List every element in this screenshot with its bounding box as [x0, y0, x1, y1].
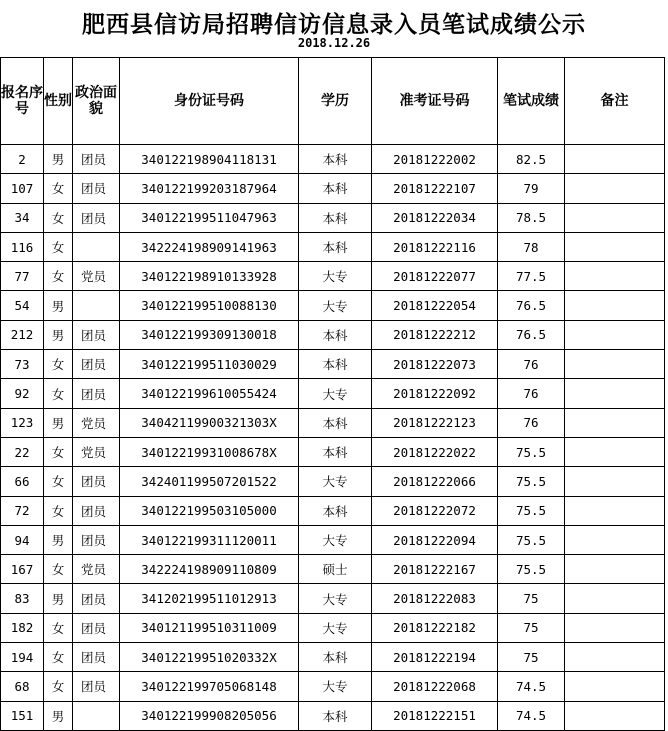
cell-remarks: [565, 613, 665, 642]
cell-political-status: 党员: [73, 408, 120, 437]
cell-gender: 女: [44, 350, 73, 379]
table-row: [1, 262, 665, 291]
table-row: [1, 643, 665, 672]
header-id-number: 身份证号码: [120, 58, 299, 145]
cell-gender: 女: [44, 379, 73, 408]
header-exam-number: 准考证号码: [372, 58, 498, 145]
cell-written-score: 74.5: [498, 672, 565, 701]
cell-education: 大专: [299, 262, 372, 291]
cell-reg-no: 72: [1, 496, 44, 525]
cell-remarks: [565, 467, 665, 496]
table-row: [1, 672, 665, 701]
cell-remarks: [565, 643, 665, 672]
cell-exam-number: 20181222092: [372, 379, 498, 408]
cell-remarks: [565, 262, 665, 291]
cell-exam-number: 20181222034: [372, 203, 498, 232]
cell-exam-number: 20181222002: [372, 145, 498, 174]
header-political-status: 政治面貌: [73, 58, 120, 145]
cell-gender: 男: [44, 145, 73, 174]
cell-exam-number: 20181222194: [372, 643, 498, 672]
cell-gender: 男: [44, 408, 73, 437]
cell-id-number: 341202199511012913: [120, 584, 299, 613]
cell-education: 本科: [299, 320, 372, 349]
cell-political-status: 团员: [73, 643, 120, 672]
cell-education: 本科: [299, 437, 372, 466]
cell-education: 本科: [299, 232, 372, 261]
cell-id-number: 340122199510088130: [120, 291, 299, 320]
cell-education: 本科: [299, 701, 372, 730]
cell-gender: 女: [44, 467, 73, 496]
cell-written-score: 75: [498, 643, 565, 672]
cell-political-status: 团员: [73, 350, 120, 379]
table-row: [1, 496, 665, 525]
table-row: [1, 232, 665, 261]
cell-remarks: [565, 174, 665, 203]
header-reg-no: 报名序号: [1, 58, 44, 145]
cell-political-status: 团员: [73, 584, 120, 613]
cell-id-number: 34042119900321303X: [120, 408, 299, 437]
cell-reg-no: 116: [1, 232, 44, 261]
cell-education: 大专: [299, 672, 372, 701]
cell-reg-no: 212: [1, 320, 44, 349]
cell-remarks: [565, 291, 665, 320]
cell-reg-no: 94: [1, 525, 44, 554]
cell-written-score: 82.5: [498, 145, 565, 174]
cell-id-number: 340122199511030029: [120, 350, 299, 379]
cell-written-score: 78.5: [498, 203, 565, 232]
header-remarks: 备注: [565, 58, 665, 145]
cell-id-number: 340122199511047963: [120, 203, 299, 232]
cell-written-score: 75.5: [498, 555, 565, 584]
table-row: [1, 203, 665, 232]
cell-exam-number: 20181222073: [372, 350, 498, 379]
cell-id-number: 340122198910133928: [120, 262, 299, 291]
cell-id-number: 340122199705068148: [120, 672, 299, 701]
header-gender: 性别: [44, 58, 73, 145]
cell-exam-number: 20181222072: [372, 496, 498, 525]
cell-education: 硕士: [299, 555, 372, 584]
cell-written-score: 77.5: [498, 262, 565, 291]
cell-political-status: [73, 291, 120, 320]
page-title: 肥西县信访局招聘信访信息录入员笔试成绩公示: [82, 11, 586, 38]
cell-political-status: [73, 701, 120, 730]
cell-exam-number: 20181222054: [372, 291, 498, 320]
table-row: [1, 291, 665, 320]
cell-remarks: [565, 145, 665, 174]
cell-reg-no: 194: [1, 643, 44, 672]
cell-id-number: 340121199510311009: [120, 613, 299, 642]
publish-date: 2018.12.26: [297, 36, 371, 50]
cell-remarks: [565, 408, 665, 437]
cell-gender: 女: [44, 203, 73, 232]
cell-gender: 男: [44, 584, 73, 613]
cell-education: 本科: [299, 496, 372, 525]
cell-written-score: 75.5: [498, 496, 565, 525]
cell-remarks: [565, 701, 665, 730]
cell-reg-no: 123: [1, 408, 44, 437]
cell-gender: 女: [44, 174, 73, 203]
cell-political-status: 团员: [73, 496, 120, 525]
cell-written-score: 75: [498, 613, 565, 642]
cell-political-status: 党员: [73, 555, 120, 584]
cell-id-number: 340122199610055424: [120, 379, 299, 408]
cell-gender: 男: [44, 701, 73, 730]
cell-remarks: [565, 232, 665, 261]
cell-remarks: [565, 555, 665, 584]
cell-gender: 女: [44, 613, 73, 642]
table-row: [1, 555, 665, 584]
cell-political-status: 团员: [73, 525, 120, 554]
cell-exam-number: 20181222107: [372, 174, 498, 203]
cell-education: 大专: [299, 291, 372, 320]
cell-reg-no: 22: [1, 437, 44, 466]
header-row: [1, 58, 665, 145]
cell-gender: 男: [44, 525, 73, 554]
cell-exam-number: 20181222123: [372, 408, 498, 437]
cell-reg-no: 66: [1, 467, 44, 496]
table-row: [1, 174, 665, 203]
cell-written-score: 74.5: [498, 701, 565, 730]
table-row: [1, 584, 665, 613]
cell-education: 本科: [299, 145, 372, 174]
cell-exam-number: 20181222066: [372, 467, 498, 496]
cell-education: 大专: [299, 525, 372, 554]
cell-remarks: [565, 525, 665, 554]
cell-political-status: 团员: [73, 672, 120, 701]
cell-reg-no: 151: [1, 701, 44, 730]
table-row: [1, 379, 665, 408]
cell-exam-number: 20181222094: [372, 525, 498, 554]
cell-political-status: 团员: [73, 174, 120, 203]
cell-written-score: 76: [498, 350, 565, 379]
table-row: [1, 437, 665, 466]
cell-political-status: 团员: [73, 145, 120, 174]
cell-education: 本科: [299, 350, 372, 379]
cell-reg-no: 92: [1, 379, 44, 408]
cell-education: 大专: [299, 584, 372, 613]
cell-id-number: 340122199309130018: [120, 320, 299, 349]
cell-written-score: 75.5: [498, 437, 565, 466]
table-row: [1, 320, 665, 349]
cell-reg-no: 2: [1, 145, 44, 174]
cell-remarks: [565, 496, 665, 525]
cell-reg-no: 77: [1, 262, 44, 291]
cell-written-score: 76: [498, 379, 565, 408]
cell-remarks: [565, 350, 665, 379]
cell-remarks: [565, 379, 665, 408]
table-row: [1, 145, 665, 174]
cell-reg-no: 83: [1, 584, 44, 613]
cell-exam-number: 20181222068: [372, 672, 498, 701]
cell-remarks: [565, 203, 665, 232]
cell-id-number: 342224198909110809: [120, 555, 299, 584]
cell-id-number: 340122199908205056: [120, 701, 299, 730]
cell-written-score: 76.5: [498, 320, 565, 349]
cell-political-status: 党员: [73, 262, 120, 291]
table-row: [1, 350, 665, 379]
cell-gender: 女: [44, 496, 73, 525]
cell-gender: 女: [44, 643, 73, 672]
cell-reg-no: 107: [1, 174, 44, 203]
table-row: [1, 613, 665, 642]
header-education: 学历: [299, 58, 372, 145]
cell-political-status: 党员: [73, 437, 120, 466]
cell-education: 本科: [299, 408, 372, 437]
header-written-score: 笔试成绩: [498, 58, 565, 145]
cell-political-status: 团员: [73, 613, 120, 642]
cell-id-number: 340122199311120011: [120, 525, 299, 554]
cell-reg-no: 34: [1, 203, 44, 232]
cell-remarks: [565, 672, 665, 701]
cell-id-number: 340122198904118131: [120, 145, 299, 174]
cell-political-status: 团员: [73, 320, 120, 349]
cell-exam-number: 20181222182: [372, 613, 498, 642]
table-row: [1, 467, 665, 496]
cell-exam-number: 20181222151: [372, 701, 498, 730]
cell-education: 本科: [299, 174, 372, 203]
table-row: [1, 408, 665, 437]
cell-id-number: 342224198909141963: [120, 232, 299, 261]
cell-reg-no: 182: [1, 613, 44, 642]
cell-gender: 女: [44, 555, 73, 584]
table-row: [1, 701, 665, 730]
cell-reg-no: 73: [1, 350, 44, 379]
cell-reg-no: 68: [1, 672, 44, 701]
cell-education: 本科: [299, 203, 372, 232]
cell-written-score: 75.5: [498, 467, 565, 496]
cell-political-status: 团员: [73, 203, 120, 232]
cell-id-number: 340122199203187964: [120, 174, 299, 203]
cell-reg-no: 167: [1, 555, 44, 584]
cell-remarks: [565, 437, 665, 466]
cell-id-number: 34012219931008678X: [120, 437, 299, 466]
cell-education: 大专: [299, 467, 372, 496]
cell-reg-no: 54: [1, 291, 44, 320]
cell-remarks: [565, 320, 665, 349]
cell-gender: 男: [44, 320, 73, 349]
cell-written-score: 76: [498, 408, 565, 437]
cell-id-number: 342401199507201522: [120, 467, 299, 496]
cell-gender: 女: [44, 232, 73, 261]
cell-education: 大专: [299, 613, 372, 642]
cell-political-status: [73, 232, 120, 261]
cell-remarks: [565, 584, 665, 613]
cell-gender: 女: [44, 437, 73, 466]
cell-exam-number: 20181222212: [372, 320, 498, 349]
cell-id-number: 340122199503105000: [120, 496, 299, 525]
cell-exam-number: 20181222022: [372, 437, 498, 466]
cell-id-number: 34012219951020332X: [120, 643, 299, 672]
cell-exam-number: 20181222083: [372, 584, 498, 613]
cell-exam-number: 20181222077: [372, 262, 498, 291]
table-row: [1, 525, 665, 554]
cell-written-score: 75.5: [498, 525, 565, 554]
cell-political-status: 团员: [73, 379, 120, 408]
cell-gender: 男: [44, 291, 73, 320]
cell-written-score: 75: [498, 584, 565, 613]
cell-political-status: 团员: [73, 467, 120, 496]
cell-gender: 女: [44, 672, 73, 701]
cell-written-score: 79: [498, 174, 565, 203]
cell-exam-number: 20181222116: [372, 232, 498, 261]
cell-written-score: 78: [498, 232, 565, 261]
cell-education: 大专: [299, 379, 372, 408]
cell-gender: 女: [44, 262, 73, 291]
score-table: [0, 57, 665, 731]
cell-written-score: 76.5: [498, 291, 565, 320]
cell-exam-number: 20181222167: [372, 555, 498, 584]
cell-education: 本科: [299, 643, 372, 672]
